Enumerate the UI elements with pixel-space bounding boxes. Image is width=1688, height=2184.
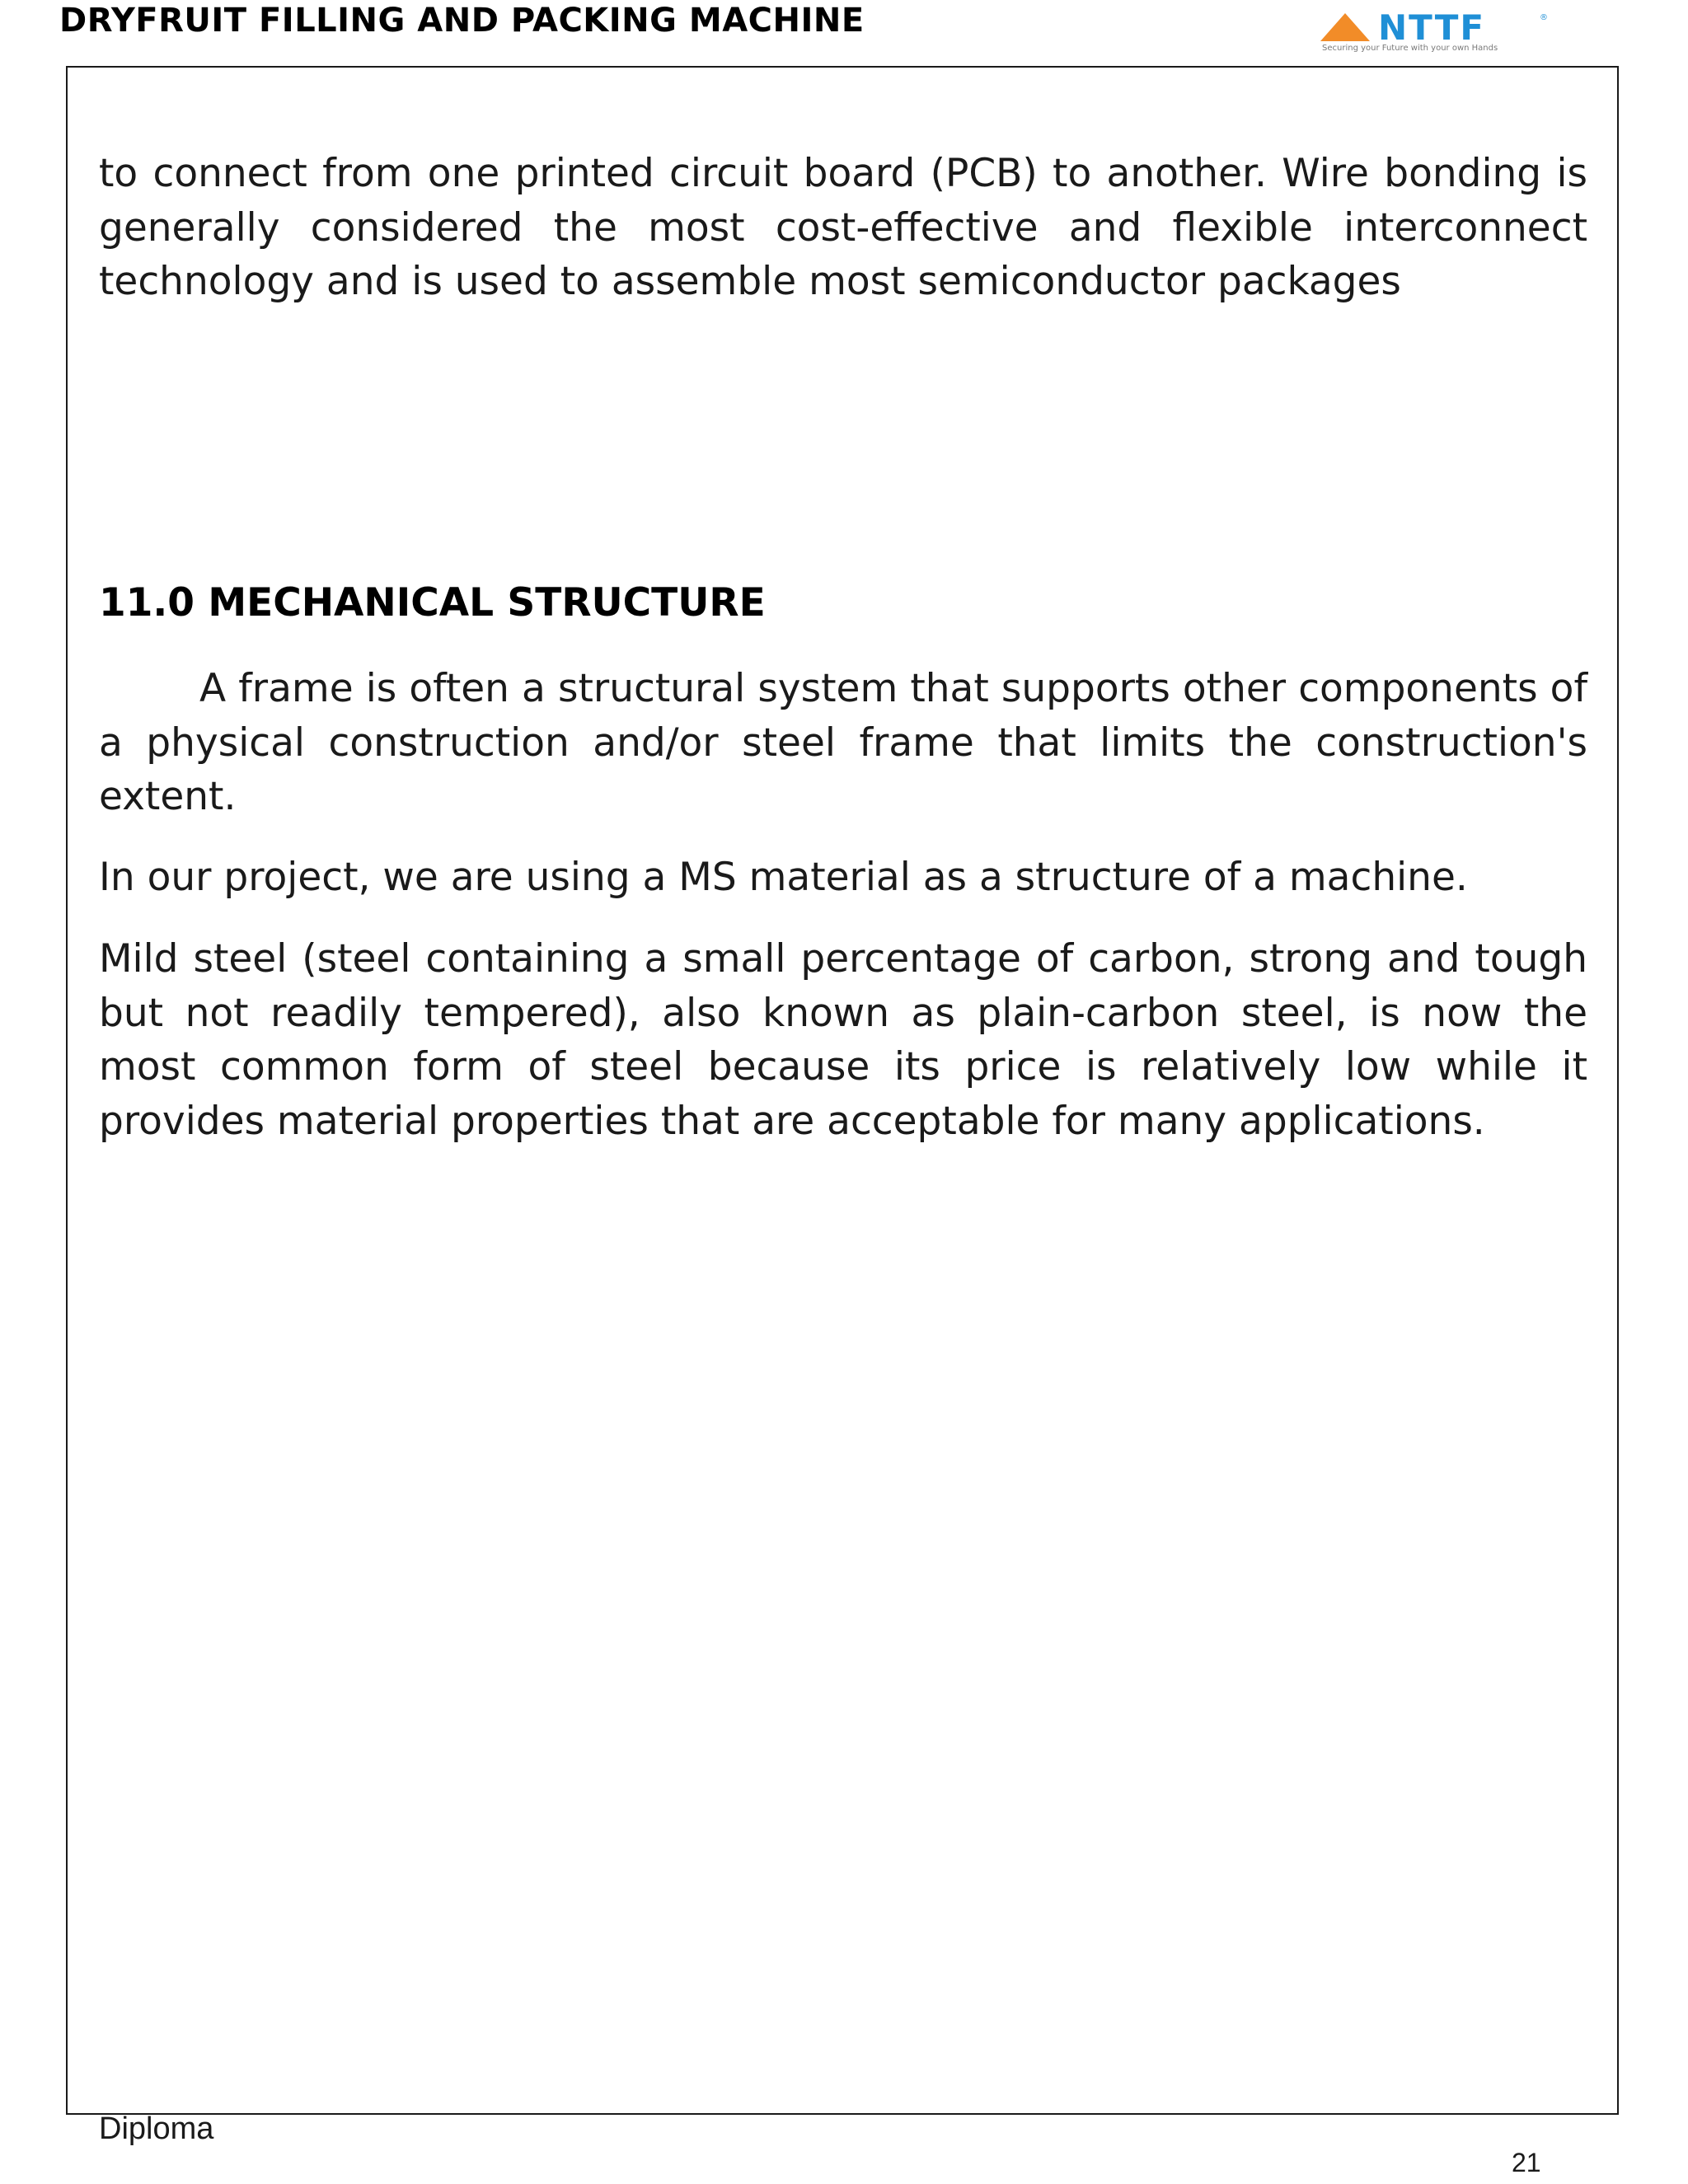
project-paragraph: In our project, we are using a MS material as a structure of a machine. (99, 855, 1468, 900)
mild-steel-paragraph: Mild steel (steel containing a small percentage of carbon, strong and tough but not readily tempered), also known as plain-carbon steel, is now the most common form of steel because its price is relatively low while it provides material properties that are acceptable for many applications. (99, 936, 1587, 1144)
document-title: DRYFRUIT FILLING AND PACKING MACHINE (59, 2, 865, 40)
logo-triangle-mark (1320, 13, 1370, 41)
nttf-logo (1319, 8, 1550, 58)
logo-wordmark: NTTF (1378, 8, 1486, 45)
mild-steel-paragraph-block (99, 932, 1587, 1148)
project-paragraph-block (99, 851, 1587, 905)
logo-tagline: Securing your Future with your own Hands (1322, 44, 1498, 53)
intro-paragraph-block (99, 147, 1587, 309)
page-number: 21 (1512, 2148, 1541, 2177)
svg-text:®: ® (1540, 13, 1548, 22)
footer-label: Diploma (99, 2111, 214, 2146)
nttf-logo-icon (1319, 8, 1550, 45)
frame-paragraph-block (99, 662, 1587, 824)
intro-paragraph: to connect from one printed circuit board (PCB) to another. Wire bonding is generally considered the most cost-effective and flexible interconnect technology and is used to assemble most semiconductor packages (99, 151, 1587, 304)
section-heading: 11.0 MECHANICAL STRUCTURE (99, 580, 766, 626)
frame-paragraph: A frame is often a structural system that supports other components of a physical construction and/or steel frame that limits the construction's extent. (99, 666, 1587, 819)
